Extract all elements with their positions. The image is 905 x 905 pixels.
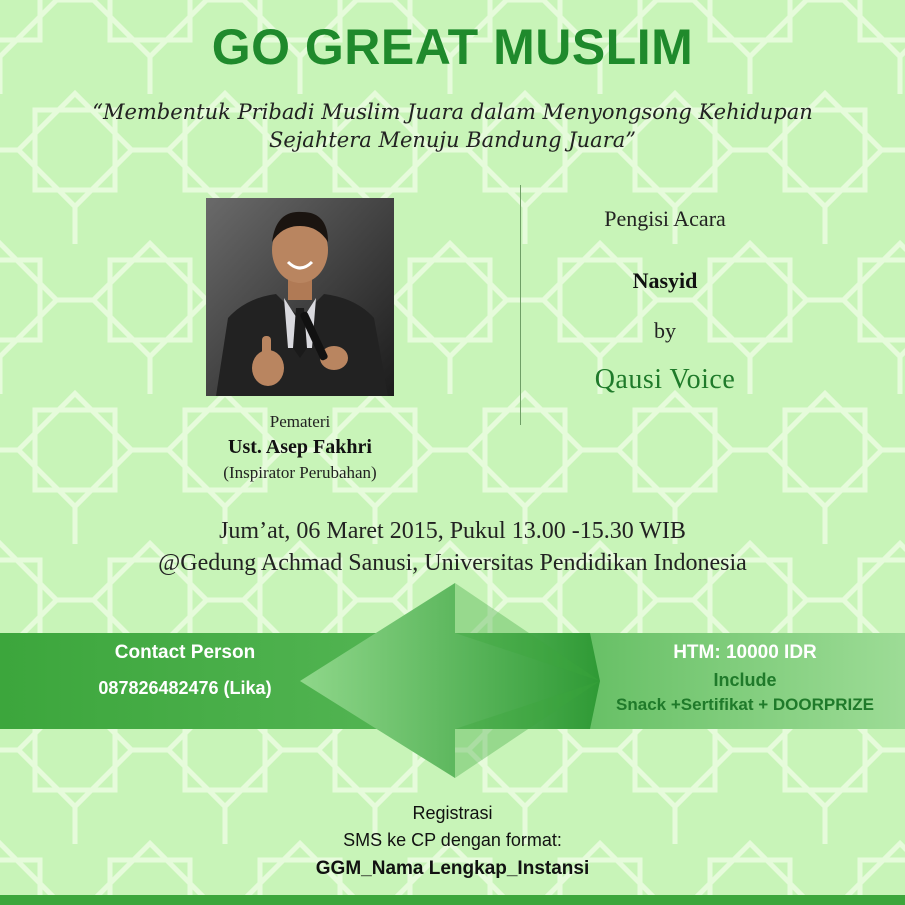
event-venue: @Gedung Achmad Sanusi, Universitas Pendidikan Indonesia <box>158 550 747 576</box>
speaker-name: Ust. Asep Fakhri <box>228 436 372 458</box>
bottom-bar <box>0 895 905 905</box>
host-group-name: Qausi Voice <box>594 364 736 395</box>
speaker-photo <box>206 198 394 396</box>
banner-arrow <box>300 583 600 778</box>
contact-phone: 087826482476 (Lika) <box>98 678 272 698</box>
poster-tagline <box>60 98 845 154</box>
tagline-line-2: Sejahtera Menuju Bandung Juara” <box>268 128 636 152</box>
ticket-extras: Snack +Sertifikat + DOORPRIZE <box>616 695 874 714</box>
tagline-line-1: “Membentuk Pribadi Muslim Juara dalam Menyongsong Kehidupan <box>92 100 813 124</box>
registration-description: SMS ke CP dengan format: <box>343 830 562 850</box>
host-label: Pengisi Acara <box>604 206 726 231</box>
event-date-time: Jum’at, 06 Maret 2015, Pukul 13.00 -15.30 WIB <box>219 518 686 544</box>
ticket-price: HTM: 10000 IDR <box>673 642 817 663</box>
contact-person-label: Contact Person <box>114 642 256 663</box>
registration-format: GGM_Nama Lengkap_Instansi <box>315 858 590 879</box>
speaker-role: Pemateri <box>269 412 331 431</box>
registration-title: Registrasi <box>412 803 493 823</box>
speaker-description: (Inspirator Perubahan) <box>223 463 377 482</box>
host-item: Nasyid <box>632 268 698 293</box>
ticket-include-label: Include <box>713 670 777 690</box>
poster-title: GO GREAT MUSLIM <box>211 19 694 75</box>
host-by: by <box>654 318 676 343</box>
